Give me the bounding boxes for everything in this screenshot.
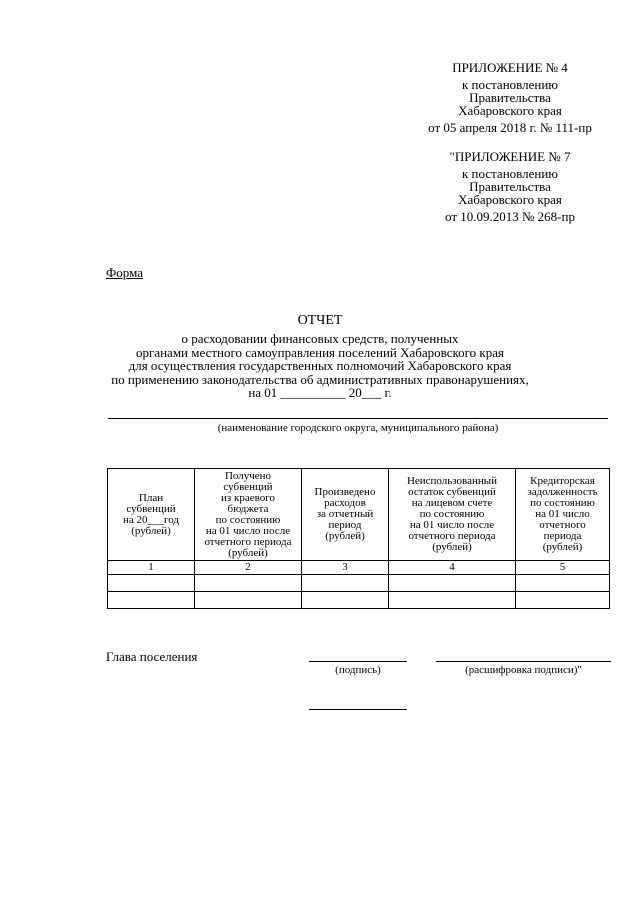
header-text: на 01 число после: [205, 524, 291, 537]
table-cell: [108, 592, 195, 609]
header-text: расходов: [324, 497, 366, 509]
table-cell: [516, 575, 610, 592]
signature-line: [309, 661, 407, 662]
header-cell-received: [195, 469, 302, 561]
table-row: [108, 592, 610, 609]
signature-decode-caption: (расшифровка подписи)": [465, 664, 582, 676]
header-text: Произведено: [314, 486, 376, 498]
header-text: за отчетный: [316, 508, 374, 520]
header-text: План: [138, 491, 164, 504]
header-text: Получено: [224, 469, 272, 482]
header-cell-unused: [389, 469, 516, 561]
header-text: периода: [543, 530, 582, 542]
header-text: по состоянию: [215, 513, 281, 526]
header-text: по состоянию: [419, 508, 485, 520]
subtitle-line: органами местного самоуправления поселений Хабаровского края: [136, 344, 504, 360]
signature-caption: (подпись): [335, 664, 381, 676]
table-cell: [516, 592, 610, 609]
subtitle-line: по применению законодательства об административных правонарушениях,: [111, 371, 529, 387]
appendix-4-line: Хабаровского края: [458, 103, 562, 118]
header-text: (рублей): [131, 524, 171, 537]
header-text: из краевого: [221, 491, 275, 504]
table-cell: [302, 575, 389, 592]
header-text: отчетного периода: [204, 535, 292, 548]
header-text: Кредиторская: [530, 475, 595, 487]
appendix-7-title: "ПРИЛОЖЕНИЕ № 7: [449, 149, 571, 164]
signature-head-label: Глава поселения: [106, 649, 198, 664]
report-title: ОТЧЕТ: [297, 313, 343, 328]
table-row: [108, 575, 610, 592]
appendix-7-line: Хабаровского края: [458, 192, 562, 207]
table-cell: [389, 592, 516, 609]
header-text: на 01 число: [535, 508, 590, 520]
report-table: [107, 468, 610, 609]
header-text: на лицевом счете: [411, 497, 493, 509]
header-text: (рублей): [325, 530, 365, 542]
appendix-7-line: к постановлению: [461, 166, 559, 181]
appendix-4-block: [395, 61, 625, 134]
header-text: субвенций: [126, 502, 176, 515]
header-text: на 20___год: [122, 513, 180, 526]
org-name-caption: (наименование городского округа, муниципального района): [217, 422, 499, 434]
date-line: [309, 709, 407, 710]
header-text: отчетного периода: [408, 530, 496, 542]
header-text: (рублей): [542, 541, 583, 553]
header-text: на 01 число после: [409, 519, 495, 531]
column-number: 2: [195, 561, 302, 575]
header-cell-creditor: [516, 469, 610, 561]
header-cell-plan: [108, 469, 195, 561]
column-number: 4: [389, 561, 516, 575]
header-text: остаток субвенций: [408, 486, 496, 498]
header-text: (рублей): [432, 541, 472, 553]
subtitle-line: для осуществления государственных полномочий Хабаровского края: [128, 358, 512, 373]
appendix-4-date: от 05 апреля 2018 г. № 111-пр: [428, 120, 592, 135]
table-header-row: [108, 469, 610, 561]
column-number: 3: [302, 561, 389, 575]
appendix-4-title: ПРИЛОЖЕНИЕ № 4: [452, 60, 568, 75]
form-label: Форма: [106, 265, 143, 280]
header-text: по состоянию: [530, 497, 595, 509]
table-cell: [195, 575, 302, 592]
column-number-row: [108, 561, 610, 575]
header-text: бюджета: [227, 502, 269, 515]
appendix-7-date: от 10.09.2013 № 268-пр: [445, 209, 575, 224]
org-name-line: [108, 418, 608, 419]
subtitle-line-date: на 01 __________ 20___ г.: [248, 385, 392, 400]
subtitle-line: о расходовании финансовых средств, полученных: [181, 331, 459, 346]
table-cell: [195, 592, 302, 609]
appendix-7-line: Правительства: [469, 179, 551, 194]
column-number: 5: [516, 561, 610, 575]
header-text: субвенций: [223, 480, 273, 493]
header-text: (рублей): [228, 546, 268, 559]
header-text: Неиспользованный: [406, 475, 498, 487]
table-cell: [389, 575, 516, 592]
table-cell: [108, 575, 195, 592]
report-subtitle: [0, 332, 640, 400]
column-number: 1: [108, 561, 195, 575]
header-text: отчетного: [539, 519, 586, 531]
appendix-4-line: к постановлению: [461, 77, 559, 92]
table-cell: [302, 592, 389, 609]
header-text: задолженность: [527, 486, 598, 498]
header-text: период: [328, 519, 362, 531]
appendix-4-line: Правительства: [469, 90, 551, 105]
appendix-7-block: [395, 150, 625, 223]
header-cell-spent: [302, 469, 389, 561]
signature-decode-line: [436, 661, 611, 662]
